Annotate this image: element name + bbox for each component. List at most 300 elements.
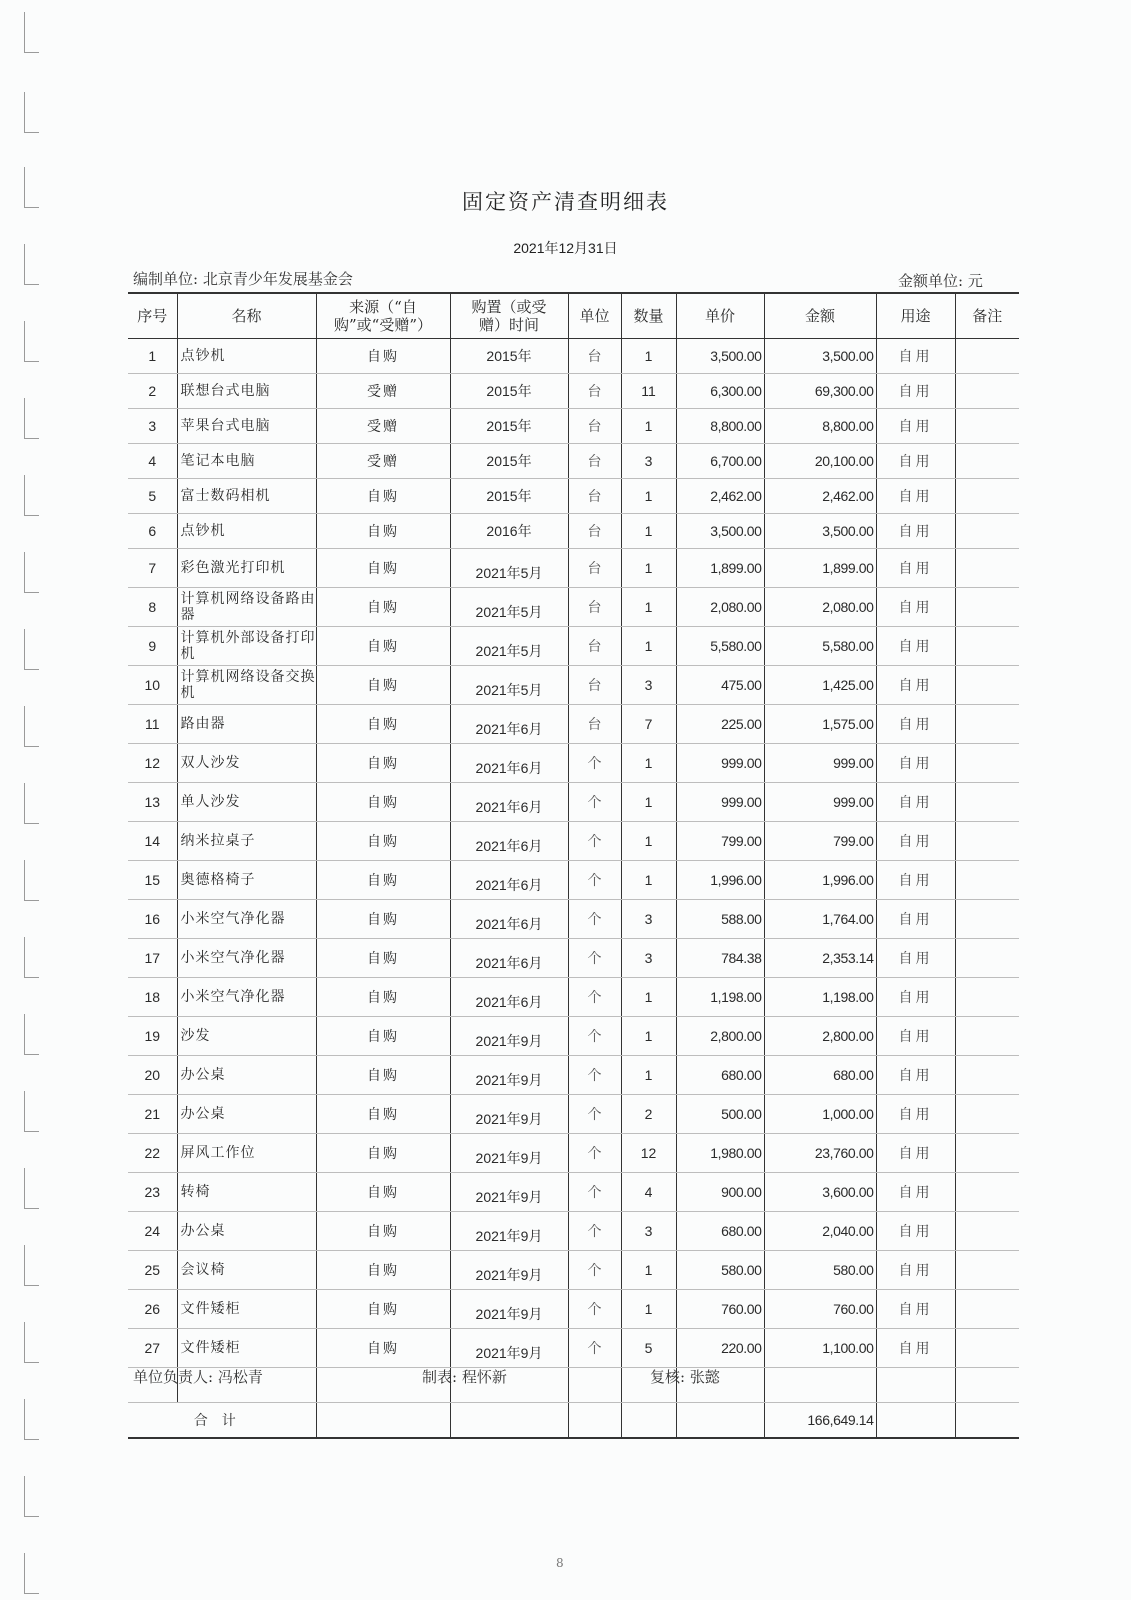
cell-qty: 1 [621, 1290, 676, 1329]
table-row [128, 900, 1019, 939]
cell-source: 自购 [316, 939, 450, 978]
cell-acquired-time: 2021年6月 [450, 822, 568, 861]
cell-no: 7 [128, 549, 177, 588]
punch-mark [24, 475, 39, 516]
cell-acquired-time: 2015年 [450, 374, 568, 409]
cell-name: 小米空气净化器 [177, 978, 316, 1017]
cell-no: 1 [128, 339, 177, 374]
total-empty-cell [450, 1403, 568, 1439]
header-price: 单价 [676, 293, 764, 339]
cell-remark [955, 744, 1019, 783]
punch-mark [24, 1553, 39, 1594]
cell-acquired-time: 2021年9月 [450, 1329, 568, 1368]
cell-use: 自用 [876, 1056, 955, 1095]
cell-acquired-time: 2016年 [450, 514, 568, 549]
cell-source: 自购 [316, 549, 450, 588]
compiler-unit: 编制单位: 北京青少年发展基金会 [133, 270, 353, 288]
cell-amount: 3,600.00 [764, 1173, 876, 1212]
cell-unit: 个 [568, 1095, 621, 1134]
punch-mark [24, 12, 39, 53]
cell-remark [955, 705, 1019, 744]
cell-source: 自购 [316, 514, 450, 549]
punch-mark [24, 783, 39, 824]
cell-unit-price: 784.38 [676, 939, 764, 978]
cell-qty: 1 [621, 861, 676, 900]
cell-name: 办公桌 [177, 1095, 316, 1134]
cell-unit: 个 [568, 1134, 621, 1173]
cell-unit-price: 680.00 [676, 1056, 764, 1095]
cell-amount: 999.00 [764, 744, 876, 783]
cell-source: 自购 [316, 1212, 450, 1251]
cell-unit: 个 [568, 1017, 621, 1056]
cell-amount: 760.00 [764, 1290, 876, 1329]
cell-no: 12 [128, 744, 177, 783]
cell-no: 6 [128, 514, 177, 549]
cell-no: 19 [128, 1017, 177, 1056]
cell-acquired-time: 2021年5月 [450, 549, 568, 588]
cell-use: 自用 [876, 1173, 955, 1212]
cell-qty: 5 [621, 1329, 676, 1368]
cell-remark [955, 374, 1019, 409]
cell-name: 笔记本电脑 [177, 444, 316, 479]
cell-remark [955, 822, 1019, 861]
header-no: 序号 [128, 293, 177, 339]
cell-source: 自购 [316, 1017, 450, 1056]
cell-source: 受赠 [316, 409, 450, 444]
cell-no: 17 [128, 939, 177, 978]
cell-acquired-time: 2021年6月 [450, 978, 568, 1017]
cell-remark [955, 1134, 1019, 1173]
cell-acquired-time: 2021年5月 [450, 627, 568, 666]
cell-amount: 23,760.00 [764, 1134, 876, 1173]
cell-name: 双人沙发 [177, 744, 316, 783]
total-empty-cell [955, 1403, 1019, 1439]
table-row [128, 1017, 1019, 1056]
cell-remark [955, 978, 1019, 1017]
table-row [128, 479, 1019, 514]
cell-name: 会议椅 [177, 1251, 316, 1290]
cell-name: 文件矮柜 [177, 1290, 316, 1329]
cell-qty: 1 [621, 1017, 676, 1056]
cell-use: 自用 [876, 822, 955, 861]
cell-acquired-time: 2015年 [450, 479, 568, 514]
table-row [128, 1173, 1019, 1212]
cell-remark [955, 444, 1019, 479]
header-use: 用途 [876, 293, 955, 339]
cell-no: 11 [128, 705, 177, 744]
table-row [128, 374, 1019, 409]
cell-amount: 5,580.00 [764, 627, 876, 666]
fixed-assets-table [128, 292, 1019, 1439]
cell-use: 自用 [876, 1017, 955, 1056]
blank-cell [876, 1368, 955, 1403]
table-row [128, 1212, 1019, 1251]
cell-remark [955, 479, 1019, 514]
cell-unit-price: 3,500.00 [676, 339, 764, 374]
punch-mark [24, 321, 39, 362]
cell-acquired-time: 2021年9月 [450, 1017, 568, 1056]
cell-source: 自购 [316, 1173, 450, 1212]
cell-unit: 台 [568, 339, 621, 374]
cell-acquired-time: 2021年9月 [450, 1251, 568, 1290]
cell-unit-price: 225.00 [676, 705, 764, 744]
punch-mark [24, 629, 39, 670]
cell-acquired-time: 2021年6月 [450, 939, 568, 978]
total-label: 合计 [128, 1403, 316, 1439]
cell-qty: 3 [621, 444, 676, 479]
table-row [128, 1056, 1019, 1095]
document-title: 固定资产清查明细表 [462, 190, 669, 214]
cell-name: 苹果台式电脑 [177, 409, 316, 444]
cell-no: 4 [128, 444, 177, 479]
cell-no: 13 [128, 783, 177, 822]
cell-use: 自用 [876, 783, 955, 822]
cell-use: 自用 [876, 1095, 955, 1134]
cell-unit: 台 [568, 549, 621, 588]
cell-unit-price: 500.00 [676, 1095, 764, 1134]
punch-mark [24, 1399, 39, 1440]
cell-remark [955, 1251, 1019, 1290]
cell-unit-price: 580.00 [676, 1251, 764, 1290]
table-row [128, 939, 1019, 978]
cell-unit: 台 [568, 479, 621, 514]
cell-amount: 2,800.00 [764, 1017, 876, 1056]
cell-unit-price: 6,300.00 [676, 374, 764, 409]
cell-source: 自购 [316, 822, 450, 861]
cell-qty: 3 [621, 900, 676, 939]
cell-no: 5 [128, 479, 177, 514]
cell-unit-price: 1,980.00 [676, 1134, 764, 1173]
cell-unit-price: 475.00 [676, 666, 764, 705]
cell-source: 自购 [316, 861, 450, 900]
cell-source: 自购 [316, 1056, 450, 1095]
cell-qty: 7 [621, 705, 676, 744]
cell-name: 转椅 [177, 1173, 316, 1212]
cell-use: 自用 [876, 374, 955, 409]
cell-unit: 个 [568, 939, 621, 978]
cell-use: 自用 [876, 1251, 955, 1290]
cell-source: 自购 [316, 783, 450, 822]
total-empty-cell [621, 1403, 676, 1439]
cell-unit: 台 [568, 705, 621, 744]
cell-qty: 1 [621, 744, 676, 783]
cell-source: 自购 [316, 1290, 450, 1329]
cell-remark [955, 588, 1019, 627]
cell-amount: 20,100.00 [764, 444, 876, 479]
cell-no: 22 [128, 1134, 177, 1173]
cell-amount: 1,575.00 [764, 705, 876, 744]
cell-amount: 1,198.00 [764, 978, 876, 1017]
cell-source: 自购 [316, 1251, 450, 1290]
cell-use: 自用 [876, 549, 955, 588]
cell-acquired-time: 2021年6月 [450, 744, 568, 783]
cell-no: 25 [128, 1251, 177, 1290]
cell-name: 小米空气净化器 [177, 900, 316, 939]
cell-qty: 1 [621, 1251, 676, 1290]
cell-unit-price: 5,580.00 [676, 627, 764, 666]
cell-qty: 11 [621, 374, 676, 409]
cell-amount: 1,425.00 [764, 666, 876, 705]
cell-name: 富士数码相机 [177, 479, 316, 514]
cell-no: 15 [128, 861, 177, 900]
cell-source: 受赠 [316, 374, 450, 409]
cell-no: 27 [128, 1329, 177, 1368]
cell-name: 联想台式电脑 [177, 374, 316, 409]
cell-source: 自购 [316, 744, 450, 783]
table-body [128, 339, 1019, 1439]
cell-use: 自用 [876, 861, 955, 900]
table-row [128, 409, 1019, 444]
cell-remark [955, 1173, 1019, 1212]
cell-unit-price: 999.00 [676, 744, 764, 783]
cell-qty: 3 [621, 666, 676, 705]
total-empty-cell [568, 1403, 621, 1439]
header-amount: 金额 [764, 293, 876, 339]
table-row [128, 666, 1019, 705]
cell-acquired-time: 2021年6月 [450, 900, 568, 939]
cell-name: 奥德格椅子 [177, 861, 316, 900]
cell-amount: 1,996.00 [764, 861, 876, 900]
header-source: 来源（“自购”或“受赠”） [316, 293, 450, 339]
table-row [128, 514, 1019, 549]
cell-unit: 个 [568, 861, 621, 900]
cell-qty: 4 [621, 1173, 676, 1212]
cell-name: 沙发 [177, 1017, 316, 1056]
cell-no: 18 [128, 978, 177, 1017]
table-row [128, 822, 1019, 861]
cell-qty: 3 [621, 939, 676, 978]
cell-remark [955, 861, 1019, 900]
cell-acquired-time: 2021年5月 [450, 588, 568, 627]
cell-no: 3 [128, 409, 177, 444]
cell-unit: 个 [568, 1173, 621, 1212]
header-qty: 数量 [621, 293, 676, 339]
cell-unit-price: 588.00 [676, 900, 764, 939]
header-name: 名称 [177, 293, 316, 339]
table-row [128, 744, 1019, 783]
cell-unit: 个 [568, 900, 621, 939]
cell-qty: 1 [621, 339, 676, 374]
table-row [128, 1251, 1019, 1290]
blank-cell [955, 1368, 1019, 1403]
cell-amount: 3,500.00 [764, 339, 876, 374]
cell-name: 办公桌 [177, 1056, 316, 1095]
cell-qty: 1 [621, 978, 676, 1017]
cell-qty: 12 [621, 1134, 676, 1173]
cell-remark [955, 1056, 1019, 1095]
cell-acquired-time: 2015年 [450, 444, 568, 479]
table-row [128, 1134, 1019, 1173]
cell-remark [955, 549, 1019, 588]
total-amount: 166,649.14 [764, 1403, 876, 1439]
cell-source: 自购 [316, 705, 450, 744]
cell-qty: 2 [621, 1095, 676, 1134]
cell-acquired-time: 2015年 [450, 409, 568, 444]
cell-use: 自用 [876, 627, 955, 666]
cell-source: 自购 [316, 479, 450, 514]
cell-use: 自用 [876, 705, 955, 744]
cell-source: 自购 [316, 627, 450, 666]
cell-qty: 1 [621, 549, 676, 588]
cell-no: 26 [128, 1290, 177, 1329]
cell-unit: 台 [568, 666, 621, 705]
cell-no: 8 [128, 588, 177, 627]
cell-unit-price: 900.00 [676, 1173, 764, 1212]
punch-mark [24, 860, 39, 901]
cell-no: 21 [128, 1095, 177, 1134]
cell-name: 纳米拉桌子 [177, 822, 316, 861]
cell-use: 自用 [876, 744, 955, 783]
cell-source: 自购 [316, 978, 450, 1017]
cell-remark [955, 900, 1019, 939]
cell-remark [955, 339, 1019, 374]
cell-amount: 999.00 [764, 783, 876, 822]
amount-unit: 金额单位: 元 [898, 272, 983, 290]
punch-mark [24, 706, 39, 747]
table-row [128, 1329, 1019, 1368]
cell-unit: 个 [568, 744, 621, 783]
cell-unit-price: 999.00 [676, 783, 764, 822]
cell-unit-price: 2,462.00 [676, 479, 764, 514]
cell-unit: 台 [568, 627, 621, 666]
cell-name: 点钞机 [177, 514, 316, 549]
header-unit: 单位 [568, 293, 621, 339]
cell-name: 计算机网络设备路由器 [177, 588, 316, 627]
cell-amount: 1,764.00 [764, 900, 876, 939]
punch-mark [24, 552, 39, 593]
total-empty-cell [876, 1403, 955, 1439]
punch-mark [24, 1168, 39, 1209]
preparer: 制表: 程怀新 [422, 1368, 507, 1386]
table-row [128, 444, 1019, 479]
cell-no: 9 [128, 627, 177, 666]
cell-no: 10 [128, 666, 177, 705]
cell-remark [955, 1017, 1019, 1056]
cell-amount: 3,500.00 [764, 514, 876, 549]
table-row [128, 861, 1019, 900]
cell-use: 自用 [876, 1290, 955, 1329]
cell-acquired-time: 2015年 [450, 339, 568, 374]
cell-qty: 1 [621, 627, 676, 666]
cell-acquired-time: 2021年6月 [450, 705, 568, 744]
cell-unit: 台 [568, 588, 621, 627]
cell-unit-price: 1,996.00 [676, 861, 764, 900]
cell-no: 23 [128, 1173, 177, 1212]
cell-remark [955, 1290, 1019, 1329]
cell-unit: 台 [568, 374, 621, 409]
cell-qty: 1 [621, 1056, 676, 1095]
punch-mark [24, 92, 39, 133]
cell-remark [955, 666, 1019, 705]
cell-unit: 个 [568, 1290, 621, 1329]
cell-unit: 个 [568, 783, 621, 822]
cell-unit-price: 3,500.00 [676, 514, 764, 549]
table-row [128, 588, 1019, 627]
total-row [128, 1403, 1019, 1439]
cell-amount: 1,000.00 [764, 1095, 876, 1134]
table-row [128, 783, 1019, 822]
cell-source: 自购 [316, 666, 450, 705]
cell-remark [955, 1212, 1019, 1251]
table-row [128, 1290, 1019, 1329]
punch-mark [24, 937, 39, 978]
table-row [128, 339, 1019, 374]
cell-qty: 3 [621, 1212, 676, 1251]
cell-unit-price: 8,800.00 [676, 409, 764, 444]
cell-qty: 1 [621, 822, 676, 861]
cell-qty: 1 [621, 479, 676, 514]
total-empty-cell [676, 1403, 764, 1439]
cell-amount: 1,899.00 [764, 549, 876, 588]
cell-source: 自购 [316, 339, 450, 374]
cell-unit-price: 680.00 [676, 1212, 764, 1251]
cell-source: 自购 [316, 1134, 450, 1173]
cell-unit-price: 1,899.00 [676, 549, 764, 588]
cell-acquired-time: 2021年9月 [450, 1095, 568, 1134]
punch-mark [24, 1245, 39, 1286]
cell-use: 自用 [876, 900, 955, 939]
cell-unit: 台 [568, 444, 621, 479]
cell-use: 自用 [876, 339, 955, 374]
cell-no: 24 [128, 1212, 177, 1251]
cell-remark [955, 627, 1019, 666]
cell-use: 自用 [876, 978, 955, 1017]
cell-qty: 1 [621, 783, 676, 822]
cell-amount: 799.00 [764, 822, 876, 861]
cell-unit: 个 [568, 822, 621, 861]
cell-unit: 个 [568, 1329, 621, 1368]
page-number: 8 [556, 1556, 564, 1570]
cell-source: 自购 [316, 588, 450, 627]
cell-use: 自用 [876, 409, 955, 444]
cell-unit-price: 2,800.00 [676, 1017, 764, 1056]
cell-unit-price: 799.00 [676, 822, 764, 861]
cell-no: 2 [128, 374, 177, 409]
blank-cell [764, 1368, 876, 1403]
cell-acquired-time: 2021年9月 [450, 1134, 568, 1173]
cell-source: 受赠 [316, 444, 450, 479]
cell-use: 自用 [876, 444, 955, 479]
cell-remark [955, 1095, 1019, 1134]
cell-name: 屏风工作位 [177, 1134, 316, 1173]
cell-acquired-time: 2021年9月 [450, 1173, 568, 1212]
cell-qty: 1 [621, 588, 676, 627]
cell-remark [955, 939, 1019, 978]
cell-unit-price: 2,080.00 [676, 588, 764, 627]
cell-amount: 2,080.00 [764, 588, 876, 627]
cell-remark [955, 514, 1019, 549]
cell-use: 自用 [876, 514, 955, 549]
cell-acquired-time: 2021年9月 [450, 1056, 568, 1095]
cell-use: 自用 [876, 1212, 955, 1251]
table-header-row [128, 293, 1019, 339]
cell-amount: 680.00 [764, 1056, 876, 1095]
cell-acquired-time: 2021年5月 [450, 666, 568, 705]
cell-acquired-time: 2021年6月 [450, 861, 568, 900]
cell-unit-price: 1,198.00 [676, 978, 764, 1017]
cell-name: 计算机网络设备交换机 [177, 666, 316, 705]
cell-name: 计算机外部设备打印机 [177, 627, 316, 666]
cell-amount: 8,800.00 [764, 409, 876, 444]
punch-mark [24, 1476, 39, 1517]
table-row [128, 705, 1019, 744]
cell-unit: 台 [568, 514, 621, 549]
cell-no: 14 [128, 822, 177, 861]
cell-no: 16 [128, 900, 177, 939]
document-date: 2021年12月31日 [513, 240, 618, 256]
cell-amount: 1,100.00 [764, 1329, 876, 1368]
cell-remark [955, 783, 1019, 822]
